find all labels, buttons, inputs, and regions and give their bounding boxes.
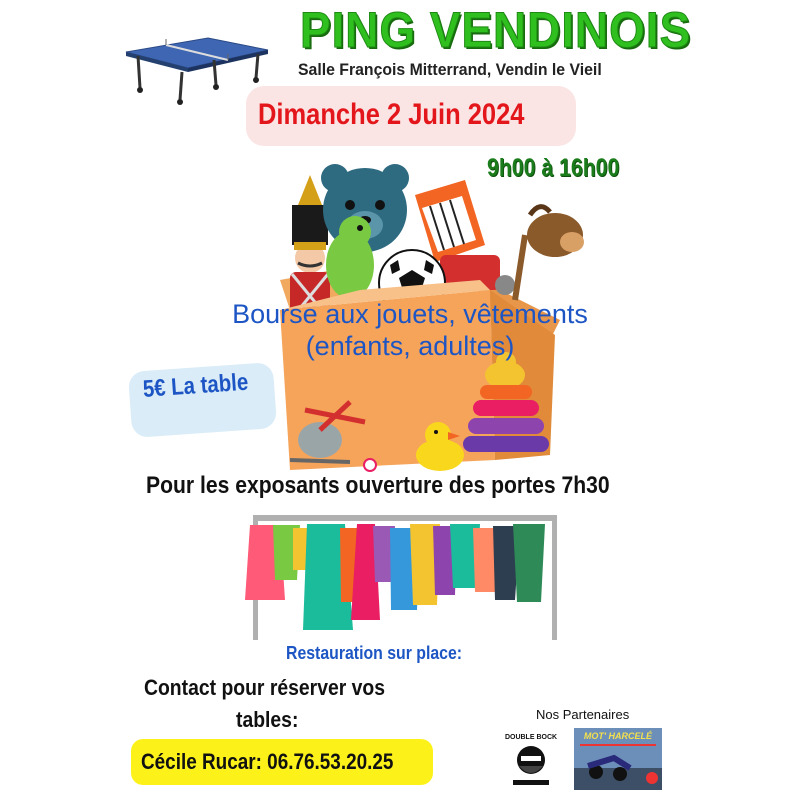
partner-logo-2-text: MOT' HARCELÉ — [583, 731, 653, 741]
clothes-rack-illustration — [245, 510, 565, 640]
partners-label: Nos Partenaires — [536, 707, 630, 722]
description-line-1: Bourse aux jouets, vêtements — [232, 299, 588, 329]
contact-line-2: tables: — [236, 707, 299, 732]
partner-logo-double-bock — [505, 730, 557, 790]
event-hours: 9h00 à 16h00 — [487, 154, 620, 182]
partner-logo-mot-harcele — [574, 728, 662, 790]
price-label: 5€ La table — [142, 368, 250, 403]
venue-address: Salle François Mitterrand, Vendin le Vieil — [298, 60, 602, 79]
exhibitors-note: Pour les exposants ouverture des portes 7h30 — [146, 472, 610, 499]
description-line-2: (enfants, adultes) — [305, 331, 515, 361]
page-title: PING VENDINOIS — [300, 2, 692, 58]
contact-line-1: Contact pour réserver vos — [144, 675, 386, 700]
event-date: Dimanche 2 Juin 2024 — [258, 98, 525, 131]
contact-phone: Cécile Rucar: 06.76.53.20.25 — [141, 749, 394, 774]
partner-logo-1-text: DOUBLE BOCK — [504, 734, 558, 741]
event-description — [150, 298, 670, 362]
catering-note: Restauration sur place: — [286, 643, 463, 663]
